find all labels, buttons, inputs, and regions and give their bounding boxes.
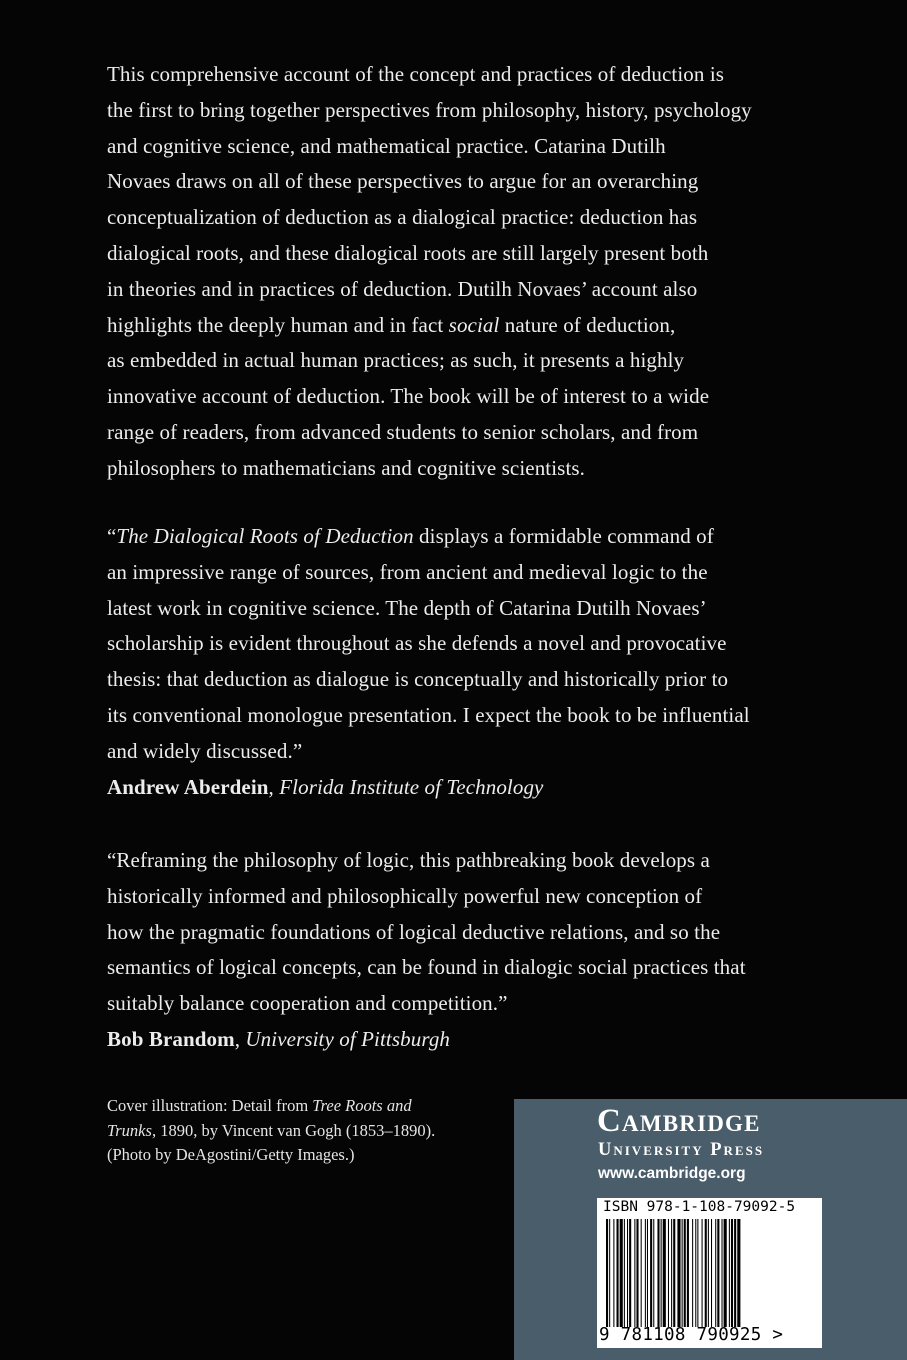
isbn-text: ISBN 978-1-108-79092-5 <box>603 1199 796 1215</box>
quote-line: and widely discussed.” <box>107 738 303 763</box>
quote-line: historically informed and philosophically powerful new conception of <box>107 883 703 908</box>
description-line: and cognitive science, and mathematical practice. Catarina Dutilh <box>107 133 666 158</box>
quote-line: “Reframing the philosophy of logic, this pathbreaking book develops a <box>107 848 710 872</box>
barcode-label <box>597 1198 822 1348</box>
quote-line <box>107 519 750 555</box>
publisher-name <box>597 1103 761 1140</box>
endorser-name: Bob Brandom <box>107 1026 235 1051</box>
attribution-separator: , <box>268 774 280 799</box>
quote-line: latest work in cognitive science. The depth of Catarina Dutilh Novaes’ <box>107 595 707 620</box>
artwork-title: Tree Roots and <box>312 1096 412 1115</box>
publisher-subtitle-text: University Press <box>598 1140 765 1160</box>
endorser-attribution <box>107 770 750 806</box>
book-title: The Dialogical Roots of Deduction <box>116 524 414 548</box>
ean-digits: 9 781108 790925 > <box>599 1325 784 1345</box>
description-line: innovative account of deduction. The book will be of interest to a wide <box>107 384 710 409</box>
attribution-separator: , <box>234 1026 246 1051</box>
quote-text: displays a formidable command of <box>413 524 714 548</box>
publisher-name-text: Cambridge <box>597 1103 761 1139</box>
endorsement-brandom <box>107 843 746 1058</box>
quote-line: how the pragmatic foundations of logical deductive relations, and so the <box>107 919 721 944</box>
description-text: nature of deduction, <box>499 312 676 337</box>
quote-line: an impressive range of sources, from ancient and medieval logic to the <box>107 559 708 584</box>
description-line: range of readers, from advanced students to senior scholars, and from <box>107 419 699 444</box>
description-line: conceptualization of deduction as a dialogical practice: deduction has <box>107 205 698 230</box>
quote-line: thesis: that deduction as dialogue is conceptually and historically prior to <box>107 667 729 692</box>
description-line: Novaes draws on all of these perspectives to argue for an overarching <box>107 169 699 194</box>
quote-line: semantics of logical concepts, can be found in dialogic social practices that <box>107 955 746 980</box>
description-line: as embedded in actual human practices; as such, it presents a highly <box>107 348 685 373</box>
endorser-affiliation: University of Pittsburgh <box>245 1026 451 1051</box>
publisher-url: www.cambridge.org <box>598 1165 746 1182</box>
credit-line <box>107 1094 435 1119</box>
description-line: in theories and in practices of deduction. Dutilh Novaes’ account also <box>107 276 698 301</box>
description-line: philosophers to mathematicians and cognitive scientists. <box>107 455 586 480</box>
quote-line: suitably balance cooperation and competition.” <box>107 991 508 1016</box>
credit-line <box>107 1119 435 1144</box>
emphasis-social: social <box>448 312 500 337</box>
endorser-attribution <box>107 1022 746 1058</box>
credit-text: , 1890, by Vincent van Gogh (1853–1890). <box>151 1120 436 1140</box>
endorser-affiliation: Florida Institute of Technology <box>279 774 544 799</box>
description-line: This comprehensive account of the concept and practices of deduction is <box>107 62 725 86</box>
artwork-title: Trunks <box>107 1120 152 1140</box>
cover-illustration-credit <box>107 1094 435 1168</box>
credit-text: Cover illustration: Detail from <box>107 1096 313 1115</box>
credit-line: (Photo by DeAgostini/Getty Images.) <box>107 1145 355 1164</box>
quote-open-mark: “ <box>107 524 117 548</box>
description-line <box>107 308 752 344</box>
barcode-icon <box>606 1219 813 1327</box>
publisher-panel <box>514 1099 907 1360</box>
description-line: the first to bring together perspectives from philosophy, history, psychology <box>107 97 752 122</box>
endorsement-aberdein <box>107 519 750 805</box>
quote-line: its conventional monologue presentation. I expect the book to be influential <box>107 702 750 727</box>
publisher-subtitle <box>598 1140 764 1161</box>
description-text: highlights the deeply human and in fact <box>107 312 449 337</box>
endorser-name: Andrew Aberdein <box>107 774 269 799</box>
book-description <box>107 57 752 487</box>
quote-line: scholarship is evident throughout as she defends a novel and provocative <box>107 631 727 656</box>
description-line: dialogical roots, and these dialogical roots are still largely present both <box>107 240 709 265</box>
